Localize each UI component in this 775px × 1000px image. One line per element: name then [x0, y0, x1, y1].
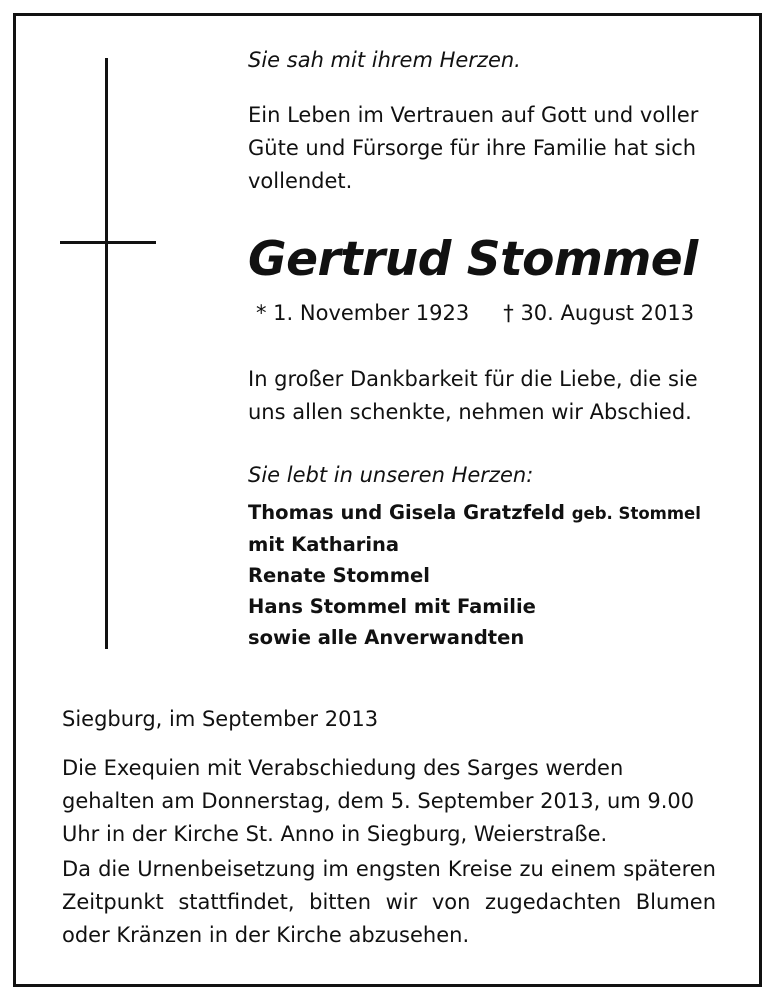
family-line: Hans Stommel mit Familie	[248, 595, 536, 618]
service-paragraph: Die Exequien mit Verabschiedung des Sarges werden gehalten am Donnerstag, dem 5. September 2013, um 9.00 Uhr in der Kirche St. Anno in Siegburg, Weierstraße.	[62, 756, 695, 846]
birth-date: * 1. November 1923	[256, 301, 470, 325]
cross-icon-horizontal	[60, 241, 156, 244]
family-name: Thomas und Gisela Gratzfeld	[248, 501, 565, 524]
family-list	[248, 497, 728, 653]
deceased-name: Gertrud Stommel	[248, 232, 698, 287]
thanks-text: In großer Dankbarkeit für die Liebe, die sie uns allen schenkte, nehmen wir Abschied.	[248, 367, 698, 424]
death-date: † 30. August 2013	[503, 301, 695, 325]
place-date: Siegburg, im September 2013	[62, 707, 379, 731]
motto: Sie sah mit ihrem Herzen.	[248, 48, 521, 72]
life-dates	[256, 297, 736, 330]
maiden-name: geb. Stommel	[571, 504, 701, 523]
intro-text: Ein Leben im Vertrauen auf Gott und voller Güte und Fürsorge für ihre Familie hat sich vollendet.	[248, 103, 699, 193]
burial-paragraph: Da die Urnenbeisetzung im engsten Kreise zu einem späteren Zeitpunkt stattfindet, bitten wir von zugedachten Blumen oder Kränzen in der Kirche abzusehen.	[62, 857, 716, 947]
heart-line: Sie lebt in unseren Herzen:	[248, 463, 534, 487]
family-line	[248, 497, 728, 529]
family-line: mit Katharina	[248, 533, 400, 556]
family-line: sowie alle Anverwandten	[248, 626, 525, 649]
family-line: Renate Stommel	[248, 564, 430, 587]
cross-icon-vertical	[105, 58, 108, 649]
